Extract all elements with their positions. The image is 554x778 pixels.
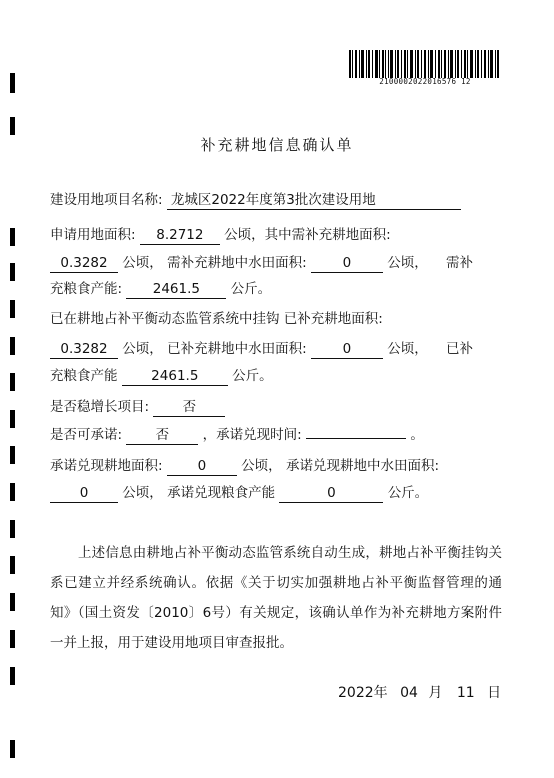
linked-row (50, 309, 383, 329)
scan-mark (10, 337, 15, 355)
signing-date (338, 682, 501, 702)
project-name-value: 龙城区2022年度第3批次建设用地 (167, 192, 461, 210)
date-month-unit: 月 (428, 685, 443, 701)
date-month: 04 (400, 685, 418, 701)
scan-mark (10, 446, 15, 464)
scan-mark (10, 630, 15, 648)
scan-mark (10, 740, 15, 758)
scan-mark (10, 228, 15, 246)
need-grain-label-b: 充粮食产能: (50, 281, 123, 297)
need-grain-value: 2461.5 (126, 281, 226, 299)
promise-paddy-value: 0 (50, 485, 118, 503)
promise-time-value (306, 438, 406, 439)
promise-area-row (50, 456, 439, 476)
apply-area-mid: 公顷，其中需补充耕地面积: (224, 227, 391, 243)
stable-row (50, 397, 225, 417)
need-area-row (50, 253, 473, 273)
scan-mark (10, 667, 15, 685)
project-name-label: 建设用地项目名称: (50, 192, 163, 208)
promise-paddy-label: 承诺兑现耕地中水田面积: (285, 458, 440, 474)
project-name-row (50, 190, 461, 210)
linked-paddy-label: 已补充耕地中水田面积: (167, 341, 307, 357)
linked-grain-row (50, 366, 273, 386)
linked-area-value: 0.3282 (50, 341, 118, 359)
scan-mark (10, 593, 15, 611)
linked-grain-unit: 公斤。 (232, 368, 273, 384)
statement-paragraph: 上述信息由耕地占补平衡动态监管系统自动生成，耕地占补平衡挂钩关系已建立并经系统确认。依据《关于切实加强耕地占补平衡监督管理的通知》（国土资发〔2010〕6号）有关规定，该确认单作为补充耕地方案附件一并上报，用于建设用地项目审查报批。 (50, 545, 502, 651)
promise-grain-row (50, 483, 428, 503)
date-year: 2022年 (338, 685, 388, 701)
scan-mark (10, 483, 15, 501)
promise-grain-label: 承诺兑现粮食产能 (167, 485, 276, 501)
apply-area-value: 8.2712 (140, 227, 220, 245)
promise-area-unit: 公顷， (241, 458, 282, 474)
need-grain-label-a: 需补 (446, 255, 474, 271)
linked-area-row (50, 339, 473, 359)
document-title: 补充耕地信息确认单 (200, 136, 354, 154)
need-area-value: 0.3282 (50, 255, 118, 273)
need-area-unit: 公顷， (122, 255, 163, 271)
apply-area-row (50, 225, 391, 245)
scan-mark (10, 373, 15, 391)
promise-grain-unit: 公斤。 (387, 485, 429, 501)
linked-grain-value: 2461.5 (122, 368, 228, 386)
promise-area-value: 0 (167, 458, 237, 476)
need-paddy-value: 0 (311, 255, 383, 273)
promise-label: 是否可承诺: (50, 427, 123, 443)
linked-label: 已在耕地占补平衡动态监管系统中挂钩 已补充耕地面积: (50, 311, 383, 327)
stable-label: 是否稳增长项目: (50, 399, 150, 415)
promise-end: 。 (410, 427, 424, 443)
scan-mark (10, 520, 15, 538)
promise-row (50, 425, 424, 445)
scan-mark (10, 556, 15, 574)
scan-mark (10, 300, 15, 318)
promise-paddy-unit: 公顷， (122, 485, 163, 501)
scan-mark (10, 263, 15, 281)
barcode-number: 2100002022016576 12 (379, 77, 471, 86)
promise-area-label: 承诺兑现耕地面积: (50, 458, 163, 474)
scan-mark (10, 117, 15, 135)
linked-grain-label-a: 已补 (446, 341, 474, 357)
apply-area-label: 申请用地面积: (50, 227, 136, 243)
promise-grain-value: 0 (279, 485, 383, 503)
linked-grain-label-b: 充粮食产能 (50, 368, 118, 384)
stable-value: 否 (153, 399, 225, 417)
need-paddy-label: 需补充耕地中水田面积: (167, 255, 307, 271)
date-day: 11 (456, 685, 475, 701)
promise-time-label: ，承诺兑现时间: (202, 427, 302, 443)
scan-mark (10, 410, 15, 428)
need-grain-unit: 公斤。 (230, 281, 272, 297)
linked-paddy-unit: 公顷， (387, 341, 428, 357)
date-day-unit: 日 (487, 685, 502, 701)
linked-area-unit: 公顷， (122, 341, 163, 357)
need-paddy-unit: 公顷， (387, 255, 428, 271)
scan-mark (10, 73, 15, 93)
need-grain-row (50, 279, 271, 299)
linked-paddy-value: 0 (311, 341, 383, 359)
promise-value: 否 (126, 427, 198, 445)
barcode (349, 50, 499, 78)
